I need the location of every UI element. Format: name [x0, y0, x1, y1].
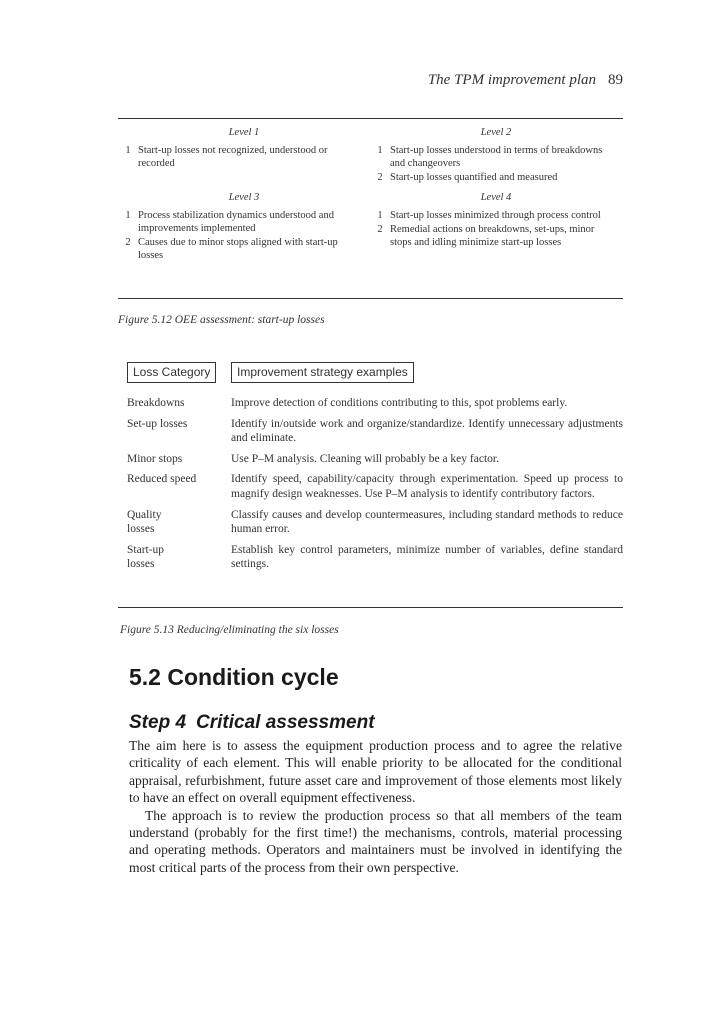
loss-category: Start-up losses	[127, 543, 165, 571]
level-1-heading: Level 1	[228, 127, 260, 138]
level-item	[370, 209, 622, 222]
table-bottom-rule	[118, 607, 623, 608]
table-row	[127, 417, 623, 446]
table-row	[127, 452, 623, 467]
level-item	[118, 144, 370, 170]
step-name: Critical assessment	[196, 712, 375, 733]
strategy-text: Improve detection of conditions contributing to this, spot problems early.	[231, 397, 568, 409]
level-item	[118, 209, 370, 235]
loss-category: Set-up losses	[127, 417, 188, 430]
level-4-heading: Level 4	[480, 192, 512, 203]
figure-5-12-caption: Figure 5.12 OEE assessment: start-up losses	[118, 314, 325, 326]
item-text: Remedial actions on breakdowns, set-ups, minor stops and idling minimize start-up losses	[390, 224, 595, 248]
six-losses-table	[127, 396, 623, 578]
loss-category: Minor stops	[127, 452, 183, 465]
item-number: 1	[125, 145, 131, 156]
loss-category: Quality losses	[127, 508, 162, 536]
item-text: Start-up losses not recognized, understood or recorded	[138, 145, 328, 169]
level-4-column	[370, 191, 622, 263]
oee-row-bottom	[118, 191, 623, 263]
strategy-text: Use P–M analysis. Cleaning will probably be a key factor.	[231, 452, 499, 465]
step-label: Step 4	[129, 712, 187, 733]
level-2-heading: Level 2	[480, 127, 512, 138]
level-2-column	[370, 126, 622, 185]
item-number: 1	[377, 145, 383, 156]
item-text: Start-up losses minimized through process control	[390, 210, 601, 221]
level-item	[370, 144, 622, 170]
oee-assessment-table	[118, 126, 623, 263]
figure-5-13-caption: Figure 5.13 Reducing/eliminating the six losses	[120, 624, 339, 636]
body-text	[129, 737, 622, 876]
level-3-column	[118, 191, 370, 263]
level-item	[118, 236, 370, 262]
table-row	[127, 396, 623, 411]
item-number: 2	[377, 224, 383, 235]
level-1-column	[118, 126, 370, 185]
table-bottom-rule	[118, 298, 623, 299]
strategy-text: Identify in/outside work and organize/standardize. Identify unnecessary adjustments and eliminate.	[231, 417, 623, 445]
item-number: 2	[377, 172, 383, 183]
item-text: Causes due to minor stops aligned with start-up losses	[138, 237, 338, 261]
paragraph: The aim here is to assess the equipment production process and to agree the relative criticality of each element. This will enable priority to be allocated for the conditional appraisal, refurbishment, future asset care and improvement of those elements most likely to have an effect on overall equipment effectiveness.	[129, 738, 622, 806]
table-row	[127, 472, 623, 501]
loss-category: Reduced speed	[127, 473, 197, 486]
item-number: 1	[125, 210, 131, 221]
table-row	[127, 543, 623, 572]
page-number: 89	[608, 72, 623, 88]
table-row	[127, 508, 623, 537]
running-title: The TPM improvement plan	[427, 72, 596, 88]
improvement-strategy-header: Improvement strategy examples	[231, 362, 414, 383]
item-number: 1	[377, 210, 383, 221]
strategy-text: Classify causes and develop countermeasures, including standard methods to reduce human error.	[231, 508, 623, 536]
item-text: Process stabilization dynamics understood and improvements implemented	[138, 210, 334, 234]
running-head	[428, 72, 623, 89]
item-number: 2	[125, 237, 131, 248]
item-text: Start-up losses understood in terms of breakdowns and changeovers	[390, 145, 603, 169]
step-heading	[129, 712, 375, 734]
level-3-heading: Level 3	[228, 192, 260, 203]
oee-row-top	[118, 126, 623, 185]
table-top-rule	[118, 118, 623, 119]
item-text: Start-up losses quantified and measured	[390, 172, 558, 183]
level-item	[370, 171, 622, 184]
level-item	[370, 223, 622, 249]
section-heading: 5.2 Condition cycle	[129, 664, 339, 690]
strategy-text: Establish key control parameters, minimize number of variables, define standard settings.	[231, 543, 623, 571]
strategy-text: Identify speed, capability/capacity through experimentation. Speed up process to magnify design weaknesses. Use P–M analysis to identify contributory factors.	[231, 473, 623, 500]
loss-category-header: Loss Category	[127, 362, 216, 383]
paragraph: The approach is to review the production process so that all members of the team understand (probably for the first time!) the mechanisms, controls, material processing and operating methods. Operators and maintainers must be involved in identifying the most critical parts of the process from their own perspective.	[129, 807, 622, 875]
loss-category: Breakdowns	[127, 397, 185, 409]
